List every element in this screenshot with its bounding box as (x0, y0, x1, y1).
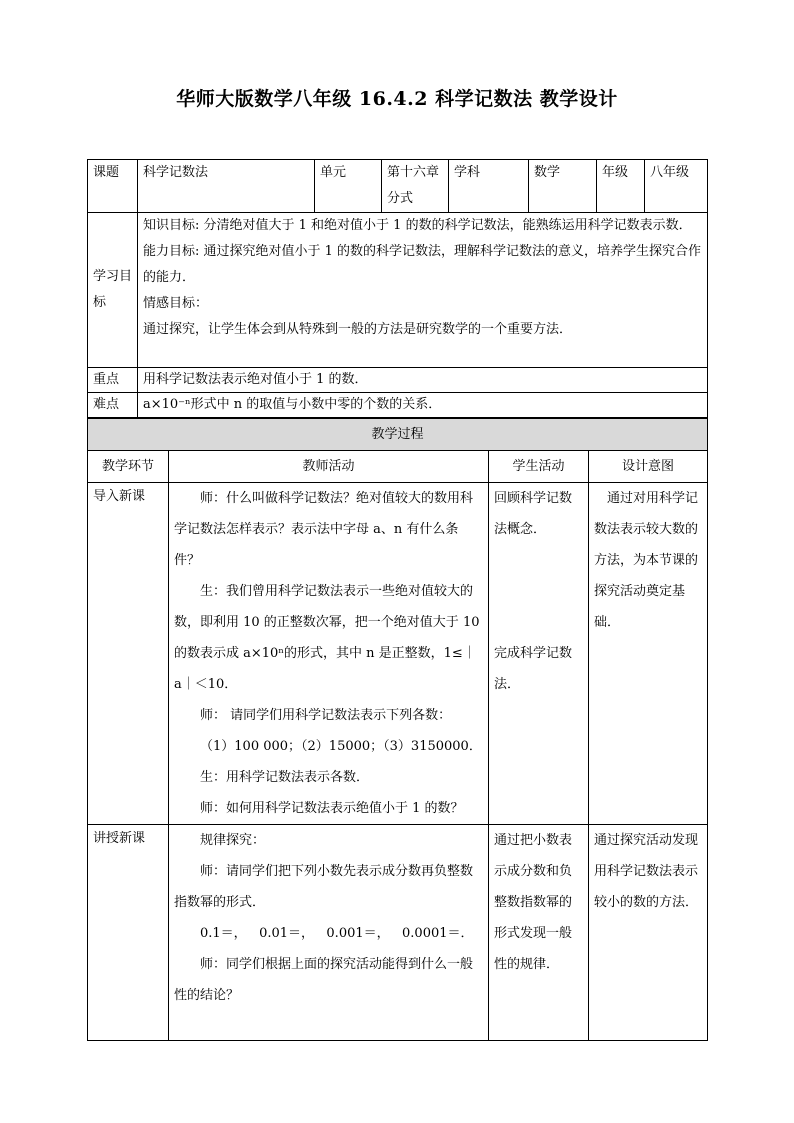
key-point-text: 用科学记数法表示绝对值小于 1 的数． (138, 368, 708, 393)
unit-label: 单元 (315, 160, 382, 213)
teacher-activity-intro (169, 483, 489, 825)
process-header: 教学过程 (88, 419, 708, 451)
column-teacher: 教师活动 (169, 451, 489, 483)
emotion-objective-label: 情感目标： (143, 296, 209, 311)
teacher-line: 生：我们曾用科学记数法表示一些绝对值较大的数，即利用 10 的正整数次幂，把一个绝对值大于 10 的数表示成 a×10ⁿ的形式，其中 n 是正整数，1≤｜a｜＜10． (174, 584, 480, 692)
teacher-line: 师： 请同学们用科学记数法表示下列各数： (200, 708, 452, 723)
subject-value: 数学 (529, 160, 597, 213)
column-student: 学生活动 (489, 451, 589, 483)
student-activity-new (489, 825, 589, 1041)
teacher-line: 师：请同学们把下列小数先表示成分数再负整数指数幂的形式． (174, 864, 474, 910)
teacher-line: 师：什么叫做科学记数法？绝对值较大的数用科学记数法怎样表示？表示法中字母 a、n 有什么条件？ (174, 491, 474, 568)
page-title: 华师大版数学八年级 16.4.2 科学记数法 教学设计 (176, 88, 618, 110)
design-intent-intro (589, 483, 708, 825)
objectives-label: 学习目标 (88, 213, 138, 368)
process-table (87, 418, 708, 1041)
teacher-line: 生：用科学记数法表示各数． (200, 770, 370, 785)
table-row (88, 825, 708, 1041)
difficulty-label: 难点 (88, 393, 138, 418)
subject-label: 学科 (449, 160, 529, 213)
teacher-line: （1）100 000；（2）15000；（3）3150000． (200, 739, 482, 754)
student-line: 通过把小数表示成分数和负整数指数幂的形式发现一般性的规律． (494, 833, 573, 972)
student-line: 回顾科学记数法概念． (494, 491, 573, 537)
teacher-line: 师：同学们根据上面的探究活动能得到什么一般性的结论？ (174, 957, 474, 1003)
emotion-objective: 通过探究，让学生体会到从特殊到一般的方法是研究数学的一个重要方法． (143, 322, 573, 337)
objectives-content (138, 213, 708, 368)
column-intent: 设计意图 (589, 451, 708, 483)
stage-intro: 导入新课 (88, 483, 169, 825)
unit-value: 第十六章分式 (382, 160, 449, 213)
topic-label: 课题 (88, 160, 138, 213)
key-point-label: 重点 (88, 368, 138, 393)
ability-objective: 能力目标: 通过探究绝对值小于 1 的数的科学记数法，理解科学记数法的意义，培养学生探究合作的能力． (143, 244, 702, 285)
teacher-line: 师：如何用科学记数法表示绝值小于 1 的数？ (200, 801, 464, 816)
student-line: 完成科学记数法． (494, 646, 573, 692)
knowledge-objective: 知识目标: 分清绝对值大于 1 和绝对值小于 1 的数的科学记数法，能熟练运用科学记数表示数． (143, 218, 692, 233)
topic-value: 科学记数法 (138, 160, 315, 213)
info-table (87, 159, 708, 418)
design-intent-new (589, 825, 708, 1041)
teacher-line: 0.1＝， 0.01＝， 0.001＝， 0.0001＝． (200, 926, 474, 941)
grade-value: 八年级 (645, 160, 708, 213)
column-stage: 教学环节 (88, 451, 169, 483)
difficulty-text: a×10⁻ⁿ形式中 n 的取值与小数中零的个数的关系． (138, 393, 708, 418)
teacher-line: 规律探究： (200, 833, 266, 848)
stage-new-lesson: 讲授新课 (88, 825, 169, 1041)
intent-text: 通过对用科学记数法表示较大数的方法，为本节课的探究活动奠定基础． (594, 491, 699, 630)
teacher-activity-new (169, 825, 489, 1041)
table-row (88, 483, 708, 825)
intent-text: 通过探究活动发现用科学记数法表示较小的数的方法． (594, 833, 699, 910)
grade-label: 年级 (597, 160, 645, 213)
student-activity-intro (489, 483, 589, 825)
